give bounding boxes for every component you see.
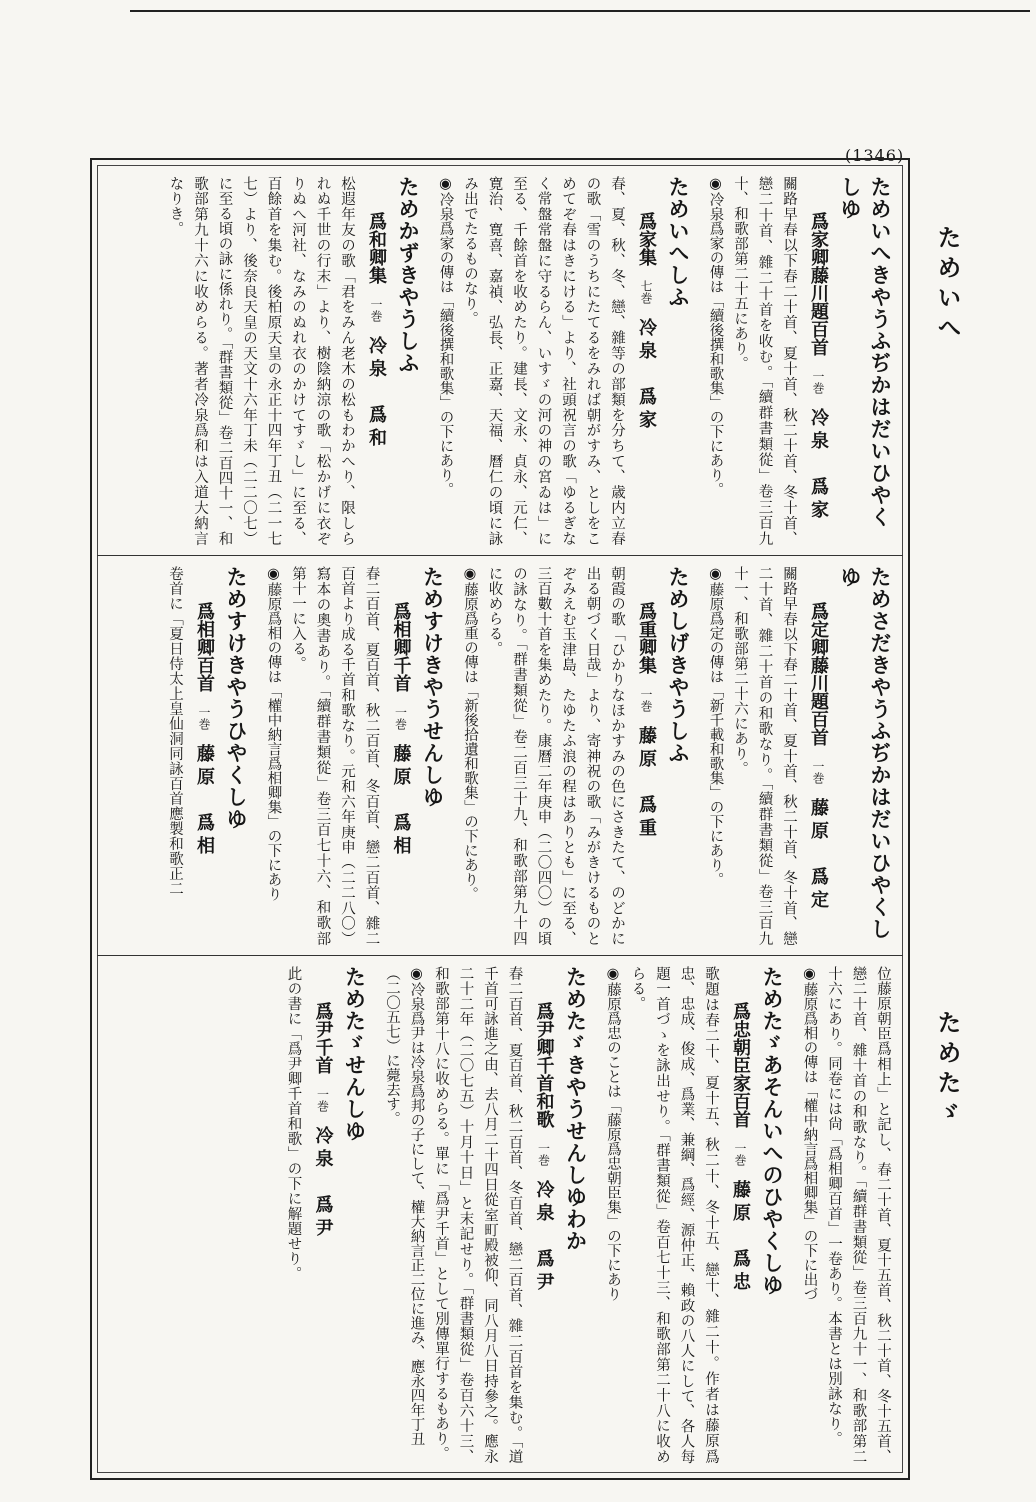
volume-count: 一巻 <box>369 298 383 322</box>
volume-count: 一巻 <box>733 1142 747 1166</box>
entry-note: ◉藤原爲重の傳は「新後拾遺和歌集」の下にあり。 <box>462 566 478 901</box>
work-title: 爲尹千首 <box>312 1002 334 1074</box>
work-author: 冷泉 爲尹 <box>312 1126 334 1241</box>
work-title: 爲忠朝臣家百首 <box>730 1002 751 1128</box>
entry-note: ◉冷泉爲尹は冷泉爲邦の子にして、權大納言正二位に進み、應永四年丁丑（二〇五七）に薨去す。 <box>384 966 425 1446</box>
dictionary-entry <box>380 966 591 1464</box>
volume-count: 一巻 <box>536 1142 551 1166</box>
entry-body: 位藤原朝臣爲相上」と記し、春二十首、夏十五首、秋二十首、冬十五首、戀二十首、雜十首の和歌なり。「續群書類從」卷三百九十一、和歌部第二十六にあり。同卷には尙「爲相卿百首」一卷あり。本書とは別詠なり。 <box>826 966 891 1464</box>
entry-body: 關路早春以下春二十首、夏十首、秋二十首、冬十首、戀二十首、雜二十首を收む。「續群書類從」卷三百九十、和歌部第二十五にあり。 <box>732 176 797 546</box>
entry-heading: ためすけきやうせんしゆ <box>420 566 446 808</box>
work-title: 爲尹卿千首和歌 <box>533 1002 555 1128</box>
work-author: 藤原 爲定 <box>808 798 829 913</box>
work-author: 藤原 爲忠 <box>730 1180 751 1295</box>
section-tier-2 <box>103 562 897 950</box>
entry-body: 春二百首、夏百首、秋二百首、冬百首、戀二百首、雜二百首を集む。「道千首可詠進之由、去八月二十四日從室町殿被仰、同八月八日持參之。應永二十二年（二〇七五）十月十日」と末記せり。「群書類從」卷百六十三、和歌部第十八に收めらる。單に「爲尹千首」として別傳單行するもあり。 <box>433 966 523 1464</box>
volume-count: 七巻 <box>639 280 653 304</box>
volume-count: 一巻 <box>811 760 825 784</box>
entry-body: 卷首に「夏日侍太上皇仙洞同詠百首應製和歌正二 <box>167 566 183 896</box>
entry-work-line <box>189 566 219 946</box>
dictionary-entry <box>703 566 895 946</box>
entry-work-line <box>386 566 416 946</box>
entry-note: ◉冷泉爲家の傳は「續後撰和歌集」の下にあり。 <box>437 176 454 497</box>
volume-count: 一巻 <box>811 370 825 394</box>
edge-label-bottom: ためたゞ <box>933 1010 962 1130</box>
entry-heading: ためさだきやうふぢかはだいひやくしゆ <box>838 566 893 940</box>
work-author: 藤原 爲相 <box>390 744 412 859</box>
work-title: 爲家集 <box>636 212 657 266</box>
entry-work-line <box>361 176 391 546</box>
work-title: 爲和卿集 <box>366 212 387 284</box>
entry-body: 松遐年友の歌「君をみん老木の松もわかへり、限しられぬ千世の行末」より、樹陰納涼の歌「松かげに衣ぞりぬへ河社、なみのぬれ衣のかけてすゞし」に至る、百餘首を集む。後柏原天皇の永正十四年丁丑（二一七七）より、後奈良天皇の天文十六年丁未（二二〇七）に至る頃の詠に係れり。「群書類從」卷二百四十一、和歌部第九十六に收めらる。著者冷泉爲和は入道大納言なりき。 <box>167 176 355 547</box>
entry-body: 關路早春以下春二十首、夏十首、秋二十首、冬十首、戀二十首、雜二十首の和歌なり。「續群書類從」卷三百九十一、和歌部第二十六にあり。 <box>732 566 797 946</box>
dictionary-entry <box>601 966 788 1464</box>
volume-count: 一巻 <box>639 688 653 712</box>
work-author: 藤原 爲重 <box>636 726 657 841</box>
entry-body: 歌題は春二十、夏十五、秋二十、冬十五、戀十、雜二十。作者は藤原爲忠、忠成、俊成、爲業、兼綱、爲經、源仲正、賴政の八人にして、各人每題一首づゝを詠出せり。「群書類從」卷百七十三、和歌部第二十八に收めらる。 <box>629 966 719 1464</box>
top-rule <box>130 10 1030 12</box>
entry-body: 此の書に「爲尹卿千首和歌」の下に解題せり。 <box>285 966 302 1281</box>
section-divider <box>97 955 903 956</box>
dictionary-entry <box>163 566 252 946</box>
entry-heading: ためたゞあそんいへのひやくしゆ <box>760 966 785 1296</box>
section-divider <box>97 555 903 556</box>
volume-count: 一巻 <box>197 706 211 730</box>
work-title: 爲相卿百首 <box>194 602 215 692</box>
entry-body: 朝霞の歌「ひかりなほかすみの色にさきたて、のどかに出る朝づく日哉」より、寄神祝の歌「みがきけるものとぞみえむ玉津島、たゆたふ浪の程はありとも」に至る、三百數十首を集めたり。康曆二年庚申（二〇四〇）の頃の詠なり。「群書類從」卷二百三十九、和歌部第九十四に收めらる。 <box>486 566 625 946</box>
section-tier-1 <box>103 172 897 550</box>
dictionary-entry <box>261 566 448 946</box>
entry-note: ◉藤原爲定の傳は「新千載和歌集」の下にあり。 <box>707 566 724 887</box>
page-number: (1346) <box>845 146 905 165</box>
work-title: 爲相卿千首 <box>390 602 412 692</box>
entry-work-line <box>308 966 338 1464</box>
work-title: 爲定卿藤川題百首 <box>808 602 829 746</box>
volume-count: 一巻 <box>393 706 408 730</box>
entry-work-line <box>725 966 755 1464</box>
work-author: 冷泉 爲和 <box>366 336 387 451</box>
volume-count: 一巻 <box>315 1088 330 1112</box>
dictionary-entry <box>458 566 694 946</box>
entry-note: ◉藤原爲忠のことは「藤原爲忠朝臣集」の下にあり <box>605 966 621 1301</box>
dictionary-entry <box>163 176 423 546</box>
entry-work-line <box>803 176 833 546</box>
entry-work-line <box>803 566 833 946</box>
work-title: 爲重卿集 <box>636 602 657 674</box>
entry-note: ◉藤原爲相の傳は「權中納言爲相卿集」の下にあり <box>265 566 282 901</box>
work-author: 冷泉 爲家 <box>636 318 657 433</box>
entry-work-line <box>529 966 559 1464</box>
work-title: 爲家卿藤川題百首 <box>808 212 829 356</box>
entry-heading: ためたゞせんしゆ <box>342 966 368 1142</box>
entry-note: ◉冷泉爲家の傳は「續後撰和歌集」の下にあり。 <box>707 176 724 497</box>
entry-heading: ためいへしふ <box>666 176 691 308</box>
entry-heading: ためすけきやうひやくしゆ <box>224 566 249 830</box>
entry-body: 春、夏、秋、冬、戀、雜等の部類を分ちて、歳内立春の歌「雪のうちにたてるをみれば朝がすみ、としをこめてぞ春はきにける」より、社頭祝言の歌「ゆるぎなく常盤常盤に守るらん、いすゞの河の神の宮ゐは」に至る、千餘首を收めたり。建長、文永、貞永、元仁、寛治、寛喜、嘉禎、弘長、正嘉、天福、曆仁の頃に詠み出でたるものなり。 <box>462 176 625 546</box>
work-author: 冷泉 爲家 <box>808 408 829 523</box>
entry-body: 春二百首、夏百首、秋二百首、冬百首、戀二百首、雜二百首より成る千首和歌なり。元和六年庚申（二二八〇）寫本の奧書あり。「續群書類從」卷三百七十六、和歌部第十一に入る。 <box>290 566 380 946</box>
dictionary-entry-continued <box>797 966 895 1464</box>
work-author: 冷泉 爲尹 <box>533 1180 555 1295</box>
dictionary-entry <box>703 176 895 546</box>
entry-heading: ためたゞきやうせんしゆわか <box>563 966 589 1252</box>
entry-heading: ためしげきやうしふ <box>666 566 691 764</box>
work-author: 藤原 爲相 <box>194 744 215 859</box>
entry-heading: ためかずきやうしふ <box>396 176 421 374</box>
entry-work-line <box>631 176 661 546</box>
entry-heading: ためいへきやうふぢかはだいひやくしゆ <box>838 176 893 528</box>
edge-label-top: ためいへ <box>933 225 962 345</box>
entry-note: ◉藤原爲相の傳は「權中納言爲相卿集」の下に出づ <box>801 966 818 1301</box>
dictionary-entry <box>281 966 370 1464</box>
section-tier-3 <box>103 962 897 1468</box>
dictionary-entry <box>433 176 693 546</box>
entry-work-line <box>631 566 661 946</box>
